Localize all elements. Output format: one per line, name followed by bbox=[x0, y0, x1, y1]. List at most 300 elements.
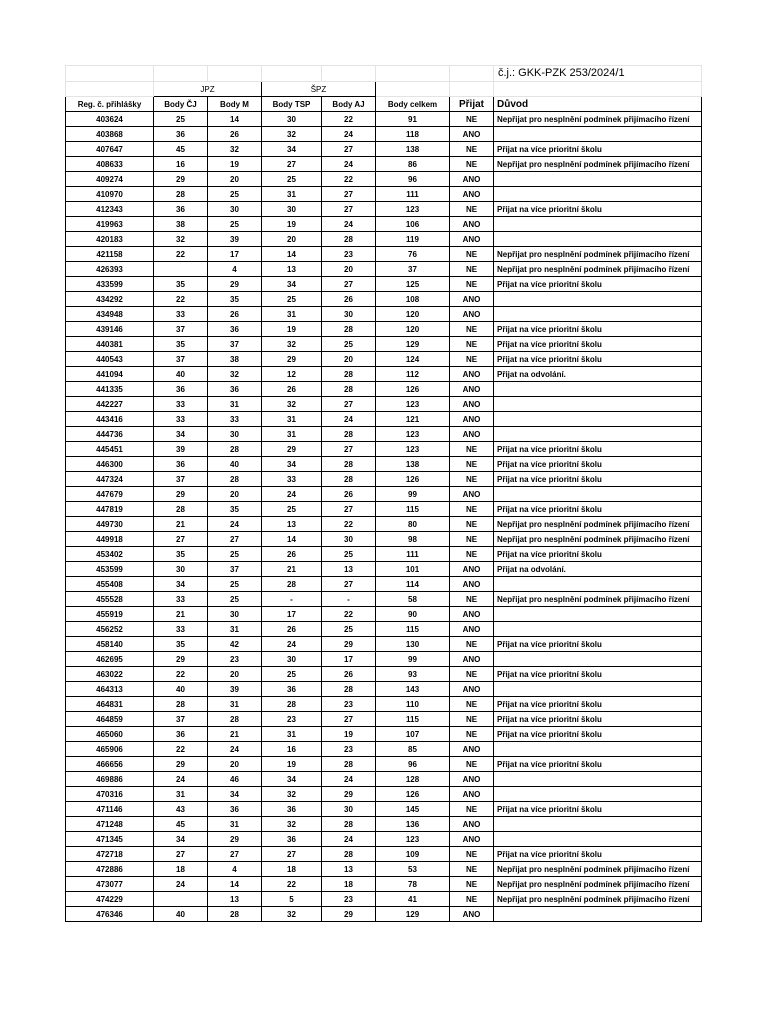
cell-body-total: 96 bbox=[376, 172, 450, 187]
cell-duvod bbox=[494, 487, 702, 502]
cell-body-aj: 26 bbox=[322, 292, 376, 307]
cell-body-total: 86 bbox=[376, 157, 450, 172]
cell-body-tsp: 25 bbox=[262, 502, 322, 517]
header-duvod: Důvod bbox=[494, 97, 702, 112]
table-row bbox=[66, 562, 702, 577]
cell-body-cj: 32 bbox=[154, 232, 208, 247]
cell-body-aj: 24 bbox=[322, 157, 376, 172]
header-body-m: Body M bbox=[208, 97, 262, 112]
cell-body-aj: 22 bbox=[322, 112, 376, 127]
table-row bbox=[66, 592, 702, 607]
cell-body-m: 32 bbox=[208, 142, 262, 157]
cell-body-tsp: 34 bbox=[262, 277, 322, 292]
table-row bbox=[66, 832, 702, 847]
cell-body-aj: 23 bbox=[322, 892, 376, 907]
cell-body-cj: 37 bbox=[154, 322, 208, 337]
cell-reg-number: 472886 bbox=[66, 862, 154, 877]
cell-body-aj: 27 bbox=[322, 712, 376, 727]
cell-prijat: ANO bbox=[450, 307, 494, 322]
cell-duvod: Nepřijat pro nesplnění podmínek přijímacího řízení bbox=[494, 112, 702, 127]
cell-body-total: 115 bbox=[376, 622, 450, 637]
cell-prijat: ANO bbox=[450, 787, 494, 802]
cell-prijat: NE bbox=[450, 892, 494, 907]
cell-body-tsp: 19 bbox=[262, 217, 322, 232]
cell-prijat: NE bbox=[450, 142, 494, 157]
cell-body-tsp: 27 bbox=[262, 847, 322, 862]
cell-body-total: 53 bbox=[376, 862, 450, 877]
cell-prijat: ANO bbox=[450, 832, 494, 847]
cell-reg-number: 446300 bbox=[66, 457, 154, 472]
table-row bbox=[66, 772, 702, 787]
cell-body-cj: 35 bbox=[154, 337, 208, 352]
cell-body-aj: 29 bbox=[322, 907, 376, 922]
cell-body-total: 110 bbox=[376, 697, 450, 712]
cell-prijat: NE bbox=[450, 322, 494, 337]
cell-body-aj: 20 bbox=[322, 352, 376, 367]
cell-body-total: 112 bbox=[376, 367, 450, 382]
cell-body-tsp: 21 bbox=[262, 562, 322, 577]
cell-reg-number: 419963 bbox=[66, 217, 154, 232]
cell-body-tsp: 28 bbox=[262, 697, 322, 712]
cell-body-total: 80 bbox=[376, 517, 450, 532]
cell-duvod bbox=[494, 397, 702, 412]
table-row bbox=[66, 202, 702, 217]
cell-prijat: NE bbox=[450, 727, 494, 742]
cell-body-total: 118 bbox=[376, 127, 450, 142]
table-row bbox=[66, 427, 702, 442]
cell-reg-number: 465906 bbox=[66, 742, 154, 757]
cell-duvod bbox=[494, 427, 702, 442]
table-row bbox=[66, 442, 702, 457]
cell-body-total: 99 bbox=[376, 487, 450, 502]
group-header-row bbox=[66, 82, 702, 97]
cell-body-aj: 29 bbox=[322, 787, 376, 802]
cell-body-m: 25 bbox=[208, 592, 262, 607]
cell-duvod bbox=[494, 577, 702, 592]
cell-prijat: NE bbox=[450, 697, 494, 712]
cell-reg-number: 443416 bbox=[66, 412, 154, 427]
cell-body-cj: 25 bbox=[154, 112, 208, 127]
cell-duvod: Nepřijat pro nesplnění podmínek přijímacího řízení bbox=[494, 157, 702, 172]
cell-duvod bbox=[494, 832, 702, 847]
cell-body-m: 24 bbox=[208, 517, 262, 532]
cell-body-tsp: 32 bbox=[262, 337, 322, 352]
table-row bbox=[66, 277, 702, 292]
table-row bbox=[66, 757, 702, 772]
cell-body-tsp: 34 bbox=[262, 457, 322, 472]
cell-body-tsp: 30 bbox=[262, 202, 322, 217]
cell-body-tsp: 24 bbox=[262, 487, 322, 502]
table-row bbox=[66, 862, 702, 877]
cell-body-total: 109 bbox=[376, 847, 450, 862]
cell-prijat: ANO bbox=[450, 412, 494, 427]
cell-prijat: NE bbox=[450, 112, 494, 127]
cell-reg-number: 408633 bbox=[66, 157, 154, 172]
cell-body-total: 128 bbox=[376, 772, 450, 787]
cell-prijat: NE bbox=[450, 847, 494, 862]
cell-reg-number: 469886 bbox=[66, 772, 154, 787]
cell-body-m: 25 bbox=[208, 547, 262, 562]
cell-prijat: NE bbox=[450, 757, 494, 772]
cell-reg-number: 455528 bbox=[66, 592, 154, 607]
table-row bbox=[66, 457, 702, 472]
cell-body-cj bbox=[154, 262, 208, 277]
cell-prijat: NE bbox=[450, 802, 494, 817]
cell-duvod: Přijat na více prioritní školu bbox=[494, 502, 702, 517]
cell-body-cj: 36 bbox=[154, 127, 208, 142]
cell-body-tsp: 34 bbox=[262, 772, 322, 787]
cell-body-tsp: 26 bbox=[262, 382, 322, 397]
cell-body-tsp: 36 bbox=[262, 832, 322, 847]
cell-body-total: 98 bbox=[376, 532, 450, 547]
cell-reg-number: 426393 bbox=[66, 262, 154, 277]
cell-prijat: NE bbox=[450, 532, 494, 547]
table-row bbox=[66, 817, 702, 832]
cell-body-m: 38 bbox=[208, 352, 262, 367]
cell-body-total: 136 bbox=[376, 817, 450, 832]
cell-reg-number: 471345 bbox=[66, 832, 154, 847]
cell-body-m: 14 bbox=[208, 877, 262, 892]
cell-body-m: 30 bbox=[208, 607, 262, 622]
cell-duvod: Přijat na více prioritní školu bbox=[494, 727, 702, 742]
cell-reg-number: 465060 bbox=[66, 727, 154, 742]
cell-body-m: 31 bbox=[208, 817, 262, 832]
cell-duvod: Přijat na více prioritní školu bbox=[494, 547, 702, 562]
cell-body-aj: 24 bbox=[322, 832, 376, 847]
cell-prijat: ANO bbox=[450, 622, 494, 637]
cell-prijat: ANO bbox=[450, 427, 494, 442]
cell-prijat: NE bbox=[450, 352, 494, 367]
cell-reg-number: 447819 bbox=[66, 502, 154, 517]
cell-reg-number: 453402 bbox=[66, 547, 154, 562]
cell-body-aj: 27 bbox=[322, 187, 376, 202]
cell-body-cj: 22 bbox=[154, 247, 208, 262]
cell-body-tsp: 13 bbox=[262, 262, 322, 277]
cell-body-m: 35 bbox=[208, 502, 262, 517]
cell-body-tsp: 31 bbox=[262, 427, 322, 442]
table-row bbox=[66, 742, 702, 757]
table-row bbox=[66, 532, 702, 547]
cell-body-total: 120 bbox=[376, 322, 450, 337]
cell-reg-number: 471146 bbox=[66, 802, 154, 817]
cell-body-m: 28 bbox=[208, 907, 262, 922]
cell-body-cj: 21 bbox=[154, 607, 208, 622]
cell-body-cj: 29 bbox=[154, 172, 208, 187]
table-row bbox=[66, 682, 702, 697]
cell-body-aj: 27 bbox=[322, 142, 376, 157]
cell-duvod bbox=[494, 292, 702, 307]
cell-body-total: 123 bbox=[376, 397, 450, 412]
cell-reg-number: 444736 bbox=[66, 427, 154, 442]
table-row bbox=[66, 157, 702, 172]
cell-duvod: Nepřijat pro nesplnění podmínek přijímacího řízení bbox=[494, 517, 702, 532]
cell-duvod: Přijat na více prioritní školu bbox=[494, 757, 702, 772]
table-row bbox=[66, 142, 702, 157]
cell-body-tsp: 13 bbox=[262, 517, 322, 532]
cell-duvod: Nepřijat pro nesplnění podmínek přijímacího řízení bbox=[494, 247, 702, 262]
cell-body-tsp: 22 bbox=[262, 877, 322, 892]
cell-prijat: ANO bbox=[450, 772, 494, 787]
cell-body-tsp: 18 bbox=[262, 862, 322, 877]
cell-duvod: Přijat na více prioritní školu bbox=[494, 337, 702, 352]
cell-body-tsp: 25 bbox=[262, 292, 322, 307]
cell-body-m: 29 bbox=[208, 832, 262, 847]
cell-body-aj: 30 bbox=[322, 307, 376, 322]
cell-prijat: ANO bbox=[450, 907, 494, 922]
cell-body-total: 115 bbox=[376, 712, 450, 727]
cell-body-tsp: 12 bbox=[262, 367, 322, 382]
cell-body-m: 25 bbox=[208, 187, 262, 202]
cell-body-tsp: 31 bbox=[262, 187, 322, 202]
table-row bbox=[66, 382, 702, 397]
cell-duvod: Přijat na více prioritní školu bbox=[494, 142, 702, 157]
cell-body-m: 33 bbox=[208, 412, 262, 427]
cell-body-m: 36 bbox=[208, 322, 262, 337]
cell-body-aj: 22 bbox=[322, 607, 376, 622]
cell-body-cj: 24 bbox=[154, 877, 208, 892]
table-row bbox=[66, 622, 702, 637]
cell-body-tsp: 29 bbox=[262, 352, 322, 367]
cell-body-total: 107 bbox=[376, 727, 450, 742]
cell-body-aj: 29 bbox=[322, 637, 376, 652]
header-body-total: Body celkem bbox=[376, 97, 450, 112]
cell-prijat: ANO bbox=[450, 577, 494, 592]
cell-reg-number: 410970 bbox=[66, 187, 154, 202]
cell-body-aj: 13 bbox=[322, 562, 376, 577]
cell-prijat: NE bbox=[450, 277, 494, 292]
cell-body-tsp: 32 bbox=[262, 787, 322, 802]
cell-reg-number: 409274 bbox=[66, 172, 154, 187]
cell-body-cj: 40 bbox=[154, 907, 208, 922]
admission-results-table bbox=[65, 65, 702, 922]
cell-body-tsp: 31 bbox=[262, 727, 322, 742]
cell-body-aj: 22 bbox=[322, 517, 376, 532]
cell-body-tsp: 25 bbox=[262, 667, 322, 682]
cell-reg-number: 449730 bbox=[66, 517, 154, 532]
cell-body-cj: 21 bbox=[154, 517, 208, 532]
cell-body-aj: 23 bbox=[322, 247, 376, 262]
cell-body-cj: 28 bbox=[154, 502, 208, 517]
cell-prijat: NE bbox=[450, 262, 494, 277]
table-row bbox=[66, 577, 702, 592]
cell-duvod bbox=[494, 307, 702, 322]
cell-body-cj: 16 bbox=[154, 157, 208, 172]
cell-prijat: NE bbox=[450, 877, 494, 892]
cell-duvod: Přijat na více prioritní školu bbox=[494, 277, 702, 292]
cell-body-total: 37 bbox=[376, 262, 450, 277]
cell-prijat: NE bbox=[450, 547, 494, 562]
cell-body-total: 123 bbox=[376, 427, 450, 442]
cell-prijat: NE bbox=[450, 442, 494, 457]
cell-duvod bbox=[494, 217, 702, 232]
table-row bbox=[66, 517, 702, 532]
cell-body-aj: 19 bbox=[322, 727, 376, 742]
cell-reg-number: 403624 bbox=[66, 112, 154, 127]
cell-reg-number: 473077 bbox=[66, 877, 154, 892]
cell-body-m: 13 bbox=[208, 892, 262, 907]
group-jpz: JPZ bbox=[154, 82, 262, 97]
cell-body-cj: 34 bbox=[154, 427, 208, 442]
cell-body-cj: 36 bbox=[154, 457, 208, 472]
cell-body-m: 27 bbox=[208, 532, 262, 547]
table-row bbox=[66, 127, 702, 142]
cell-body-tsp: 32 bbox=[262, 127, 322, 142]
cell-prijat: NE bbox=[450, 862, 494, 877]
cell-prijat: NE bbox=[450, 712, 494, 727]
cell-body-cj: 40 bbox=[154, 367, 208, 382]
table-row bbox=[66, 412, 702, 427]
cell-duvod bbox=[494, 187, 702, 202]
column-header-row bbox=[66, 97, 702, 112]
table-row bbox=[66, 652, 702, 667]
header-body-tsp: Body TSP bbox=[262, 97, 322, 112]
cell-body-total: 120 bbox=[376, 307, 450, 322]
cell-reg-number: 464859 bbox=[66, 712, 154, 727]
cell-body-m: 36 bbox=[208, 802, 262, 817]
cell-body-total: 121 bbox=[376, 412, 450, 427]
cell-body-m: 23 bbox=[208, 652, 262, 667]
cell-body-aj: 20 bbox=[322, 262, 376, 277]
cell-body-tsp: 30 bbox=[262, 652, 322, 667]
cell-prijat: ANO bbox=[450, 487, 494, 502]
cell-body-tsp: 29 bbox=[262, 442, 322, 457]
cell-body-m: 28 bbox=[208, 472, 262, 487]
cell-body-cj: 18 bbox=[154, 862, 208, 877]
cell-body-m: 42 bbox=[208, 637, 262, 652]
table-row bbox=[66, 727, 702, 742]
cell-body-aj: 25 bbox=[322, 622, 376, 637]
cell-body-cj: 37 bbox=[154, 472, 208, 487]
cell-body-tsp: 19 bbox=[262, 322, 322, 337]
cell-body-aj: 28 bbox=[322, 682, 376, 697]
cell-body-aj: 27 bbox=[322, 202, 376, 217]
table-row bbox=[66, 892, 702, 907]
cell-body-aj: 30 bbox=[322, 802, 376, 817]
cell-prijat: ANO bbox=[450, 217, 494, 232]
table-row bbox=[66, 322, 702, 337]
cell-body-total: 91 bbox=[376, 112, 450, 127]
cell-reg-number: 462695 bbox=[66, 652, 154, 667]
cell-body-total: 76 bbox=[376, 247, 450, 262]
cell-body-aj: 24 bbox=[322, 217, 376, 232]
cell-body-aj: - bbox=[322, 592, 376, 607]
cell-body-total: 115 bbox=[376, 502, 450, 517]
cell-body-m: 35 bbox=[208, 292, 262, 307]
cell-body-cj: 39 bbox=[154, 442, 208, 457]
cell-body-m: 37 bbox=[208, 562, 262, 577]
cell-body-total: 143 bbox=[376, 682, 450, 697]
cell-prijat: ANO bbox=[450, 607, 494, 622]
cell-body-aj: 27 bbox=[322, 397, 376, 412]
header-prijat: Přijat bbox=[450, 97, 494, 112]
cell-duvod bbox=[494, 817, 702, 832]
cell-body-tsp: 28 bbox=[262, 577, 322, 592]
cell-body-total: 85 bbox=[376, 742, 450, 757]
cell-body-tsp: 27 bbox=[262, 157, 322, 172]
cell-duvod bbox=[494, 607, 702, 622]
cell-body-total: 78 bbox=[376, 877, 450, 892]
cell-body-m: 39 bbox=[208, 682, 262, 697]
cell-body-m: 31 bbox=[208, 622, 262, 637]
cell-body-cj: 31 bbox=[154, 787, 208, 802]
cell-body-total: 125 bbox=[376, 277, 450, 292]
cell-body-total: 138 bbox=[376, 142, 450, 157]
table-row bbox=[66, 367, 702, 382]
cell-duvod: Přijat na více prioritní školu bbox=[494, 847, 702, 862]
cell-body-cj: 33 bbox=[154, 622, 208, 637]
cell-duvod: Přijat na odvolání. bbox=[494, 367, 702, 382]
cell-duvod: Přijat na více prioritní školu bbox=[494, 202, 702, 217]
cell-body-tsp: 17 bbox=[262, 607, 322, 622]
cell-body-m: 17 bbox=[208, 247, 262, 262]
cell-body-tsp: - bbox=[262, 592, 322, 607]
cell-body-total: 93 bbox=[376, 667, 450, 682]
cell-body-total: 126 bbox=[376, 382, 450, 397]
cell-body-total: 138 bbox=[376, 457, 450, 472]
cell-duvod: Přijat na více prioritní školu bbox=[494, 802, 702, 817]
cell-reg-number: 476346 bbox=[66, 907, 154, 922]
cell-prijat: ANO bbox=[450, 742, 494, 757]
cell-body-tsp: 14 bbox=[262, 532, 322, 547]
cell-reg-number: 447679 bbox=[66, 487, 154, 502]
table-row bbox=[66, 172, 702, 187]
cell-body-m: 28 bbox=[208, 712, 262, 727]
cell-reg-number: 466656 bbox=[66, 757, 154, 772]
cell-body-m: 46 bbox=[208, 772, 262, 787]
cell-body-aj: 27 bbox=[322, 442, 376, 457]
cell-body-cj: 33 bbox=[154, 592, 208, 607]
cell-body-m: 25 bbox=[208, 577, 262, 592]
cell-body-m: 30 bbox=[208, 202, 262, 217]
cell-duvod: Nepřijat pro nesplnění podmínek přijímacího řízení bbox=[494, 877, 702, 892]
cell-prijat: NE bbox=[450, 157, 494, 172]
cell-reg-number: 441335 bbox=[66, 382, 154, 397]
cell-duvod: Přijat na více prioritní školu bbox=[494, 637, 702, 652]
cell-body-total: 124 bbox=[376, 352, 450, 367]
cell-body-m: 19 bbox=[208, 157, 262, 172]
cell-prijat: NE bbox=[450, 457, 494, 472]
cell-body-aj: 28 bbox=[322, 757, 376, 772]
cell-reg-number: 464831 bbox=[66, 697, 154, 712]
cell-reg-number: 407647 bbox=[66, 142, 154, 157]
table-row bbox=[66, 352, 702, 367]
cell-body-cj: 33 bbox=[154, 307, 208, 322]
cell-body-m: 32 bbox=[208, 367, 262, 382]
cell-body-cj bbox=[154, 892, 208, 907]
header-body-cj: Body ČJ bbox=[154, 97, 208, 112]
cell-body-total: 101 bbox=[376, 562, 450, 577]
cell-reg-number: 440543 bbox=[66, 352, 154, 367]
cell-body-m: 20 bbox=[208, 487, 262, 502]
cell-duvod: Přijat na více prioritní školu bbox=[494, 442, 702, 457]
cell-duvod: Nepřijat pro nesplnění podmínek přijímacího řízení bbox=[494, 592, 702, 607]
cell-body-cj: 35 bbox=[154, 547, 208, 562]
cell-body-tsp: 33 bbox=[262, 472, 322, 487]
cell-prijat: NE bbox=[450, 667, 494, 682]
cell-body-aj: 13 bbox=[322, 862, 376, 877]
cell-body-tsp: 23 bbox=[262, 712, 322, 727]
table-row bbox=[66, 292, 702, 307]
cell-body-total: 145 bbox=[376, 802, 450, 817]
table-row bbox=[66, 472, 702, 487]
cell-body-total: 130 bbox=[376, 637, 450, 652]
cell-body-cj: 45 bbox=[154, 142, 208, 157]
cell-prijat: NE bbox=[450, 637, 494, 652]
cell-body-cj: 43 bbox=[154, 802, 208, 817]
cell-body-m: 4 bbox=[208, 862, 262, 877]
cell-body-m: 27 bbox=[208, 847, 262, 862]
cell-body-cj: 35 bbox=[154, 277, 208, 292]
